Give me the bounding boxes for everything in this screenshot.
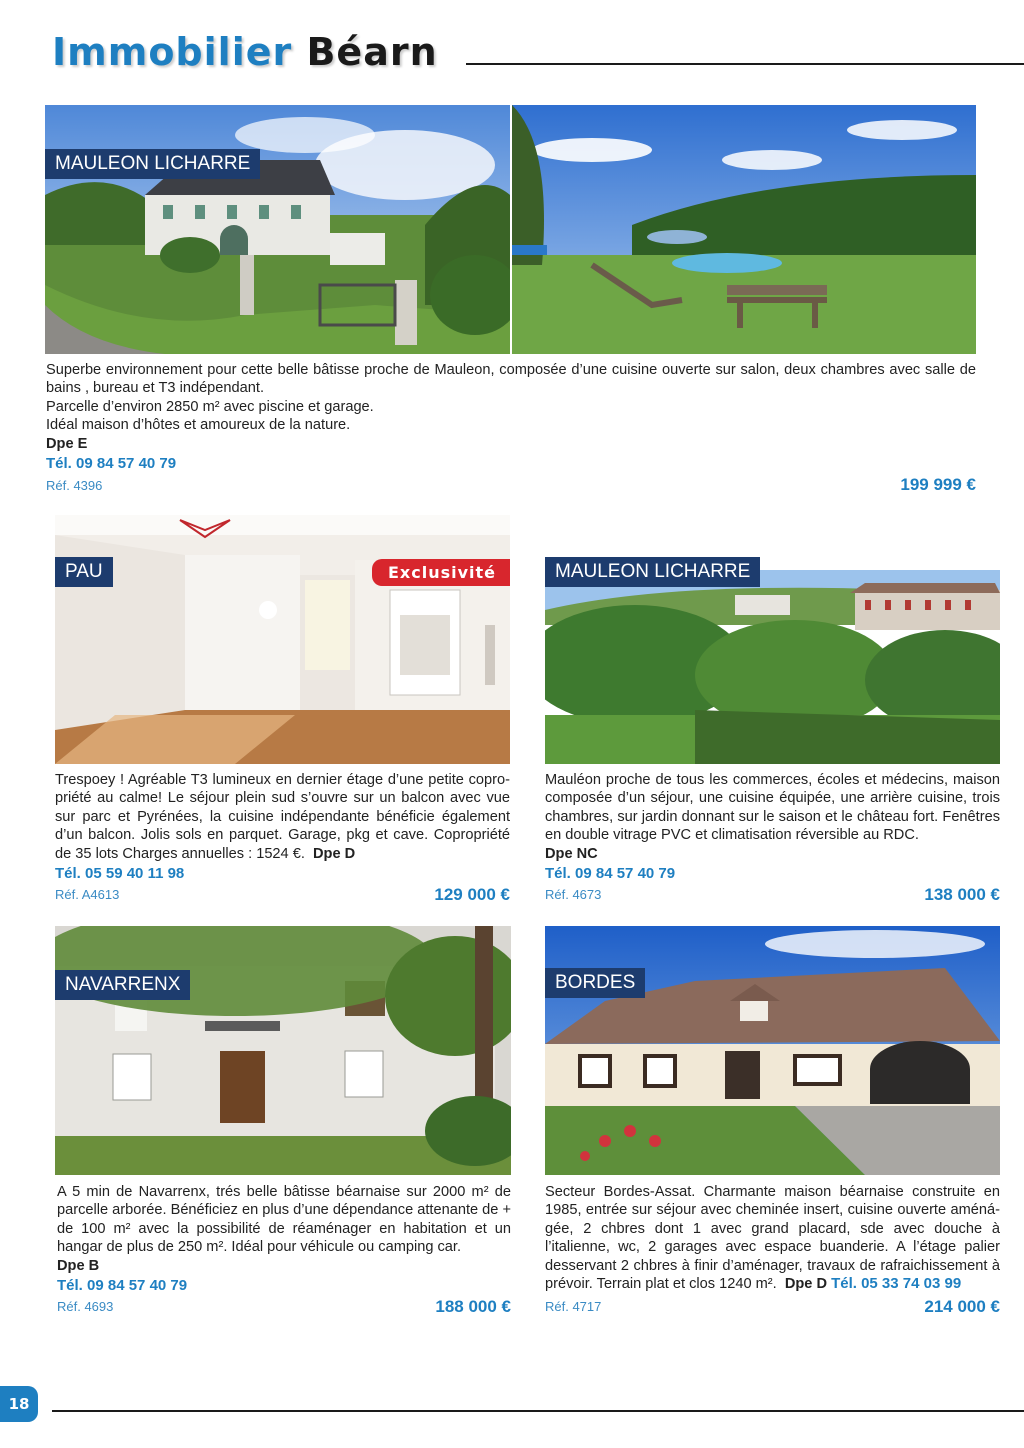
village-photo-illustration — [545, 515, 1000, 764]
listing-3-description-text: Mauléon proche de tous les commerces, écoles et médecins, maison composée d’un séjour, une cuisine équipée, une arrière cuisine, trois chambres, sur jardin donnant sur le saison et le château fort. Fenêtres en double vitrage PVC et climatisation réversible au RDC. — [545, 772, 1000, 844]
listing-1-dpe: Dpe E — [46, 435, 88, 452]
listing-5-location-label: BORDES — [545, 968, 645, 998]
listing-2-photo[interactable] — [55, 515, 510, 764]
listing-1-reference: Réf. 4396 — [46, 478, 103, 493]
listing-1-description — [46, 361, 976, 473]
listing-2-reference: Réf. A4613 — [55, 887, 120, 902]
listing-1-description-text: Superbe environnement pour cette belle bâtisse proche de Mauleon, composée d’une cuisine ouverte sur salon, deux chambres avec salle de bains , bureau et T3 indépendant. — [46, 362, 976, 397]
modern-house-photo-illustration — [545, 926, 1000, 1175]
title-part-bearn: Béarn — [306, 30, 438, 74]
listing-5-dpe: Dpe D — [784, 1276, 827, 1293]
title-part-immobilier: Immobilier — [52, 30, 293, 74]
footer-divider — [52, 1410, 1024, 1412]
listing-4-phone-link[interactable]: Tél. 09 84 57 40 79 — [57, 1277, 188, 1295]
page-number: 18 — [0, 1386, 38, 1422]
exclusivity-badge: Exclusivité — [372, 559, 510, 586]
listing-1-description-text-2: Parcelle d’environ 2850 m² avec piscine et garage. — [46, 398, 374, 415]
living-room-photo-illustration — [55, 515, 510, 764]
listing-5-description-body — [545, 1183, 1000, 1293]
listing-5-description-text: Secteur Bordes-Assat. Charmante maison béarnaise construite en 1985, entrée sur séjour avec cheminée insert, cuisine ouverte aménágée, 2 chbres dont 1 avec grand placard, sde avec douche à l’italienne, wc, 2 garages avec espace buanderie. A l’étage palier desservant 2 chbres à finir d’aménager, travaux de rafraichissement à prévoir. Terrain plat et clos 1240 m². — [545, 1184, 1000, 1293]
listing-5-phone-link[interactable]: Tél. 05 33 74 03 99 — [831, 1275, 962, 1293]
listing-4-photo[interactable] — [55, 926, 511, 1175]
listing-1-price: 199 999 € — [900, 475, 976, 494]
listing-5-photo[interactable] — [545, 926, 1000, 1175]
listing-2-description-text: Trespoey ! Agréable T3 lumineux en dernier étage d’une petite copropriété au calme! Le séjour plein sud s’ouvre sur un balcon avec vue sur parc et Pyrénées, la cuisine indépendante bénéficie également d’un balcon. Jolis sols en parquet. Garage, pkg et cave. Copropriété de 35 lots Charges annuelles : 1524 €. — [55, 772, 510, 862]
listing-1-photo-garden[interactable] — [512, 105, 976, 354]
listing-1-photo-house[interactable] — [45, 105, 510, 354]
listing-4-reference: Réf. 4693 — [57, 1299, 114, 1314]
header-divider — [466, 63, 1024, 65]
listing-3-description — [545, 771, 1000, 883]
listing-2-price: 129 000 € — [434, 885, 510, 904]
listing-5-description — [545, 1183, 1000, 1293]
page-title — [52, 30, 438, 74]
listing-2-dpe: Dpe D — [313, 845, 356, 862]
listing-2-description — [55, 771, 510, 883]
listing-3-photo[interactable] — [545, 515, 1000, 764]
listing-1-description-text-3: Idéal maison d’hôtes et amoureux de la nature. — [46, 417, 351, 434]
listing-5-reference: Réf. 4717 — [545, 1299, 602, 1314]
listing-2-location-label: PAU — [55, 557, 113, 587]
listing-3-location-label: MAULEON LICHARRE — [545, 557, 760, 587]
listing-4-dpe: Dpe B — [57, 1257, 100, 1274]
listing-1-location-label: MAULEON LICHARRE — [45, 149, 260, 179]
listing-5-price: 214 000 € — [924, 1297, 1000, 1316]
listing-3-phone-link[interactable]: Tél. 09 84 57 40 79 — [545, 865, 676, 883]
house-photo-illustration — [45, 105, 510, 354]
listing-4-price: 188 000 € — [435, 1297, 511, 1316]
listing-4-description — [57, 1183, 511, 1295]
listing-1-phone-link[interactable]: Tél. 09 84 57 40 79 — [46, 455, 177, 473]
listing-3-dpe: Dpe NC — [545, 845, 598, 862]
listing-4-location-label: NAVARRENX — [55, 970, 190, 1000]
garden-photo-illustration — [512, 105, 976, 354]
stone-house-photo-illustration — [55, 926, 511, 1175]
listing-2-description-body — [55, 771, 510, 863]
listing-3-price: 138 000 € — [924, 885, 1000, 904]
listing-2-phone-link[interactable]: Tél. 05 59 40 11 98 — [55, 865, 185, 883]
listing-3-reference: Réf. 4673 — [545, 887, 602, 902]
listing-4-description-text: A 5 min de Navarrenx, trés belle bâtisse béarnaise sur 2000 m² de parcelle arborée. Bénéficiez en plus d’une dépendance attenante de + de 100 m² avec la possibilité de réaménager en habitation et un hangar de plus de 250 m². Idéal pour véhicule ou camping car. — [57, 1184, 511, 1256]
